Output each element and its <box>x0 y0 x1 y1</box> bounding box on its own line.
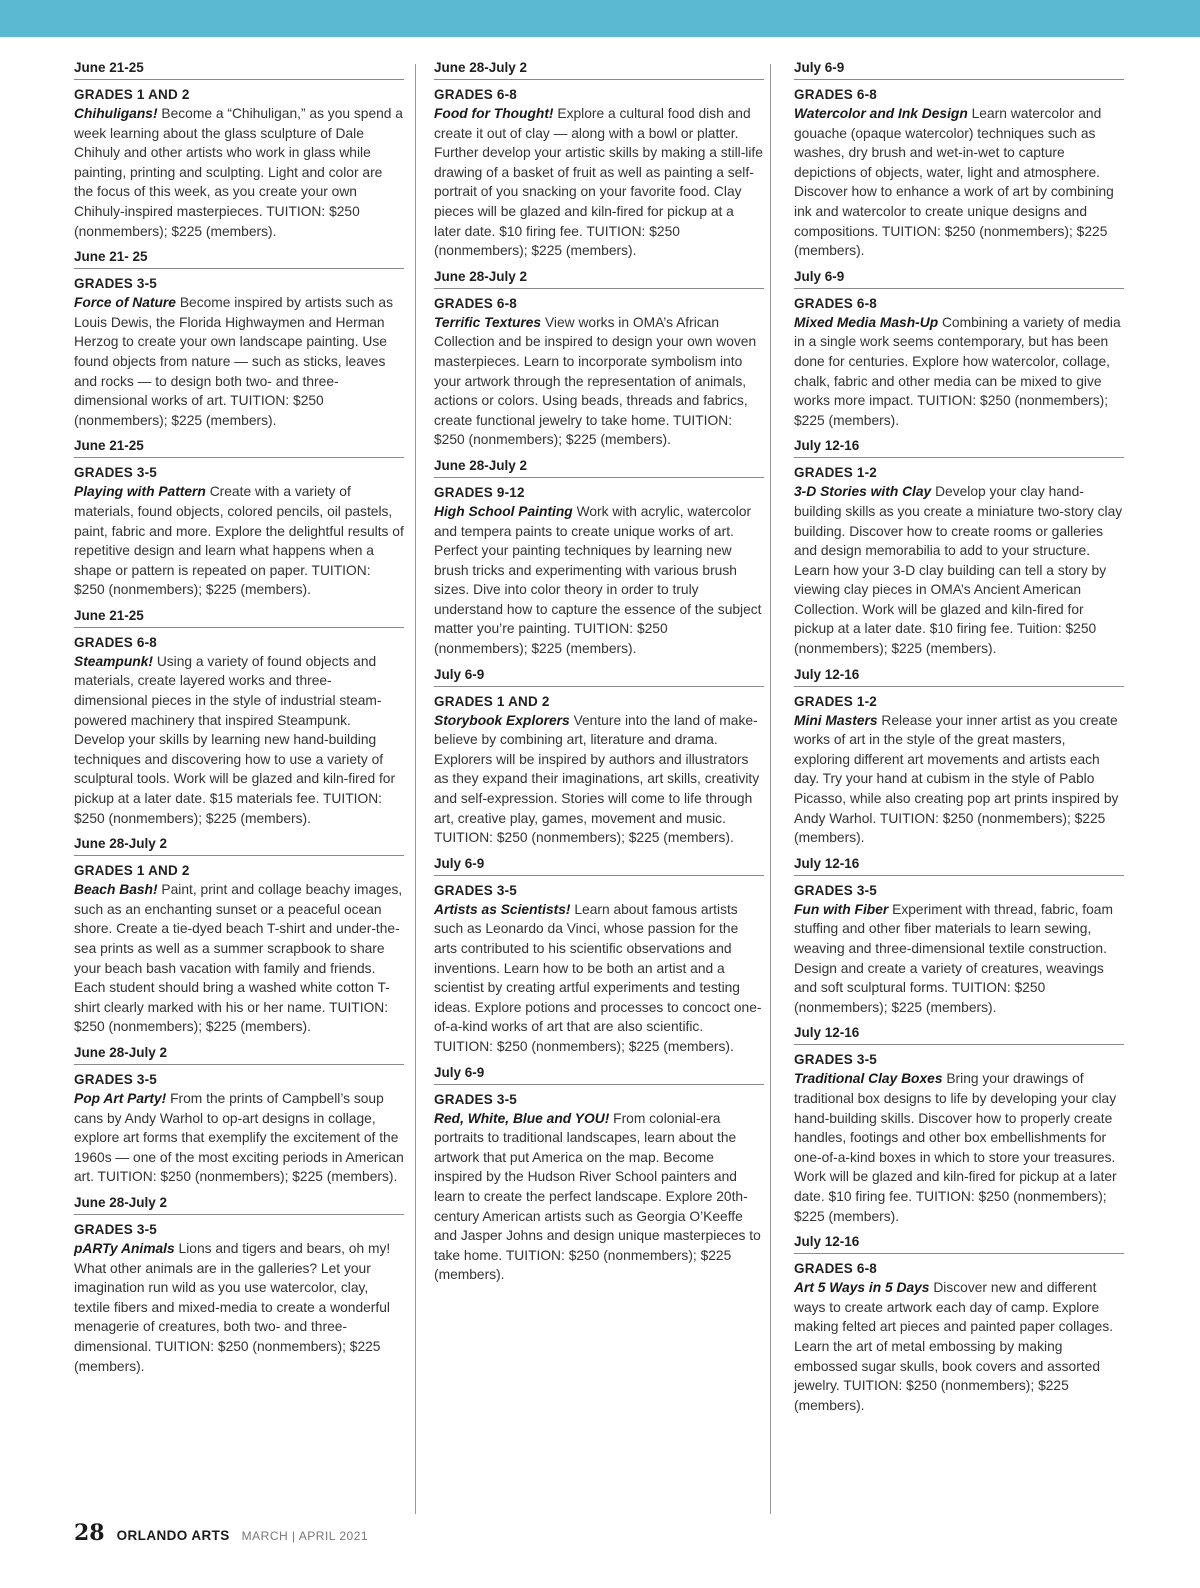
grade-level: GRADES 6-8 <box>794 1261 878 1277</box>
course-date: July 6-9 <box>434 665 764 687</box>
column-1 <box>74 58 404 1382</box>
course-entry <box>794 267 1124 431</box>
course-title: Red, White, Blue and YOU! <box>434 1110 610 1126</box>
course-date: July 6-9 <box>434 854 764 876</box>
course-description <box>434 1109 764 1285</box>
grade-level: GRADES 3-5 <box>74 465 158 481</box>
course-entry <box>74 1193 404 1376</box>
course-text: Become inspired by artists such as Louis Dewis, the Florida Highwaymen and Herman Herzog to create your own landscape painting. Use found objects from nature — such as sticks, leaves and rocks — to design both two- and three-dimensional works of art. TUITION: $250 (nonmembers); $225 (members). <box>74 295 393 428</box>
course-entry <box>434 456 764 659</box>
course-description <box>74 482 404 600</box>
course-text: Create with a variety of materials, found objects, colored pencils, oil pastels, paint, fabric and more. Explore the delightful results of repetitive design and learn what happens when a shape or pattern is repeated on paper. TUITION: $250 (nonmembers); $225 (members). <box>74 484 404 598</box>
course-date: July 12-16 <box>794 1232 1124 1254</box>
grade-level: GRADES 6-8 <box>434 295 518 311</box>
course-description <box>74 1089 404 1187</box>
course-text: Work with acrylic, watercolor and tempera paints to create unique works of art. Perfect your painting techniques by learning new brush tricks and experimenting with various brush sizes. Dive into color theory in order to truly understand how to capture the essence of the subject matter you’re painting. TUITION: $250 (nonmembers); $225 (members). <box>434 503 762 657</box>
course-date: June 21-25 <box>74 436 404 458</box>
course-text: Learn about famous artists such as Leonardo da Vinci, whose passion for the arts contributed to his scientific observations and inventions. Learn how to be both an artist and a scientist by creating artful experiments and testing ideas. Explore potions and processes to concoct one-of-a-kind works of art that are also scientific. TUITION: $250 (nonmembers); $225 (members). <box>434 901 762 1054</box>
course-text: Experiment with thread, fabric, foam stuffing and other fiber materials to learn sewing, weaving and three-dimensional textile construction. Design and create a variety of creatures, weavings and soft sculptural forms. TUITION: $250 (nonmembers); $225 (members). <box>794 901 1113 1015</box>
top-color-band <box>0 0 1200 37</box>
grade-level: GRADES 1 AND 2 <box>74 87 190 102</box>
grade-level: GRADES 9-12 <box>434 484 525 500</box>
course-title: Traditional Clay Boxes <box>794 1071 943 1087</box>
course-text: Venture into the land of make-believe by combining art, literature and drama. Explorers will be inspired by authors and illustrators as they expand their imaginations, art skills, creativity and self-expression. Stories will come to life through art, creative play, games, movement and music. TUITION: $250 (nonmembers); $225 (members). <box>434 712 760 846</box>
page-number: 28 <box>74 1520 105 1546</box>
course-text: Release your inner artist as you create works of art in the style of the great masters, exploring different art movements and artists each day. Try your hand at cubism in the style of Pablo Picasso, while also creating pop art prints inspired by Andy Warhol. TUITION: $250 (nonmembers); $225 (members). <box>794 712 1119 846</box>
course-date: July 6-9 <box>434 1063 764 1085</box>
course-title: Fun with Fiber <box>794 901 889 917</box>
course-title: Playing with Pattern <box>74 484 206 500</box>
course-description <box>794 313 1124 431</box>
course-description <box>74 880 404 1037</box>
course-text: Bring your drawings of traditional box designs to life by developing your clay hand-building skills. Discover how to properly create handles, footings and other box embellishments for one-of-a-kind boxes in which to store your treasures. Work will be glazed and kiln-fired for pickup at a later date. $10 firing fee. TUITION: $250 (nonmembers); $225 (members). <box>794 1071 1117 1224</box>
course-entry <box>794 854 1124 1018</box>
course-description <box>434 313 764 450</box>
course-description <box>74 1239 404 1376</box>
course-date: July 12-16 <box>794 854 1124 876</box>
course-date: June 28-July 2 <box>434 267 764 289</box>
magazine-name: ORLANDO ARTS <box>116 1528 230 1543</box>
course-title: Terrific Textures <box>434 314 542 330</box>
course-text: From colonial-era portraits to traditional landscapes, learn about the artwork that put America on the map. Become inspired by the Hudson River School painters and learn to create the perfect landscape. Explore 20th-century American artists such as Georgia O’Keeffe and Jasper Johns and design unique masterpieces to take home. TUITION: $250 (nonmembers); $225 (members). <box>434 1110 761 1283</box>
grade-level: GRADES 3-5 <box>434 1091 518 1107</box>
course-entry <box>794 665 1124 848</box>
grade-level: GRADES 1-2 <box>794 465 878 481</box>
grade-level: GRADES 6-8 <box>434 87 518 102</box>
course-title: Steampunk! <box>74 653 153 669</box>
course-date: June 28-July 2 <box>74 834 404 856</box>
grade-level: GRADES 3-5 <box>794 1052 878 1068</box>
course-entry <box>74 1043 404 1187</box>
course-date: June 28-July 2 <box>434 58 764 80</box>
course-title: 3-D Stories with Clay <box>794 484 932 500</box>
course-title: Watercolor and Ink Design <box>794 106 968 121</box>
course-description <box>434 104 764 261</box>
course-date: June 21-25 <box>74 58 404 80</box>
course-date: July 6-9 <box>794 58 1124 80</box>
course-date: June 21- 25 <box>74 247 404 269</box>
course-description <box>74 293 404 430</box>
course-description <box>434 900 764 1057</box>
course-title: Artists as Scientists! <box>434 901 571 917</box>
course-text: Combining a variety of media in a single work seems contemporary, but has been done for centuries. Explore how watercolor, collage, chalk, fabric and other media can be mixed to give works more impact. TUITION: $250 (nonmembers); $225 (members). <box>794 314 1121 428</box>
course-text: Explore a cultural food dish and create it out of clay — along with a bowl or platter. Further develop your artistic skills by making a still-life drawing of a basket of fruit as well as painting a self-portrait of you snacking on your favorite food. Clay pieces will be glazed and kiln-fired for pickup at a later date. $10 firing fee. TUITION: $250 (nonmembers); $225 (members). <box>434 106 763 259</box>
course-entry <box>74 58 404 241</box>
course-date: June 21-25 <box>74 606 404 628</box>
grade-level: GRADES 3-5 <box>74 1221 158 1237</box>
course-text: Discover new and different ways to create artwork each day of camp. Explore making felted art pieces and painted paper collages. Learn the art of metal embossing by making embossed sugar skulls, book covers and assorted jewelry. TUITION: $250 (nonmembers); $225 (members). <box>794 1280 1114 1413</box>
course-date: July 6-9 <box>794 267 1124 289</box>
course-text: Paint, print and collage beachy images, such as an enchanting sunset or a peaceful ocean shore. Create a tie-dyed beach T-shirt and under-the-sea prints as well as a summer scrapbook to share your beach bash vacation with family and friends. Each student should bring a washed white cotton T-shirt clearly marked with his or her name. TUITION: $250 (nonmembers); $225 (members). <box>74 882 403 1035</box>
course-entry <box>794 58 1124 261</box>
grade-level: GRADES 6-8 <box>74 634 158 650</box>
course-entry <box>434 1063 764 1285</box>
course-date: July 12-16 <box>794 1023 1124 1045</box>
course-description <box>794 1278 1124 1415</box>
course-title: Beach Bash! <box>74 882 158 898</box>
course-description <box>794 104 1124 261</box>
course-description <box>794 900 1124 1018</box>
course-text: Become a “Chihuligan,” as you spend a week learning about the glass sculpture of Dale Chihuly and other artists who work in glass while painting, printing and sculpting. Light and color are the focus of this week, as you create your own Chihuly-inspired masterpieces. TUITION: $250 (nonmembers); $225 (members). <box>74 106 403 239</box>
course-text: Using a variety of found objects and materials, create layered works and three-dimensional pieces in the style of industrial steam-powered machinery that inspired Steampunk. Develop your skills by learning new hand-building techniques and discovering how to use a variety of sculptural tools. Work will be glazed and kiln-fired for pickup at a later date. $15 materials fee. TUITION: $250 (nonmembers); $225 (members). <box>74 653 396 826</box>
course-entry <box>74 436 404 600</box>
course-description <box>74 104 404 241</box>
course-description <box>794 711 1124 848</box>
course-text: Develop your clay hand-building skills as you create a miniature two-story clay building. Discover how to create rooms or galleries and design memorabilia to add to your structure. Learn how your 3-D clay building can tell a story by viewing clay pieces in OMA’s Ancient American Collection. Work will be glazed and kiln-fired for pickup at a later date. $10 firing fee. Tuition: $250 (nonmembers); $225 (members). <box>794 484 1123 657</box>
course-title: Food for Thought! <box>434 106 554 121</box>
course-entry <box>434 665 764 848</box>
course-description <box>434 502 764 659</box>
course-entry <box>74 606 404 828</box>
course-date: July 12-16 <box>794 665 1124 687</box>
grade-level: GRADES 3-5 <box>434 882 518 898</box>
grade-level: GRADES 3-5 <box>74 276 158 292</box>
course-date: June 28-July 2 <box>74 1193 404 1215</box>
grade-level: GRADES 6-8 <box>794 295 878 311</box>
course-entry <box>434 267 764 450</box>
course-date: June 28-July 2 <box>74 1043 404 1065</box>
course-text: Lions and tigers and bears, oh my! What other animals are in the galleries? Let your imagination run wild as you use watercolor, clay, textile fibers and mixed-media to create a wonderful menagerie of creatures, both two- and three-dimensional. TUITION: $250 (nonmembers); $225 (members). <box>74 1240 391 1374</box>
course-entry <box>434 58 764 261</box>
column-2 <box>434 58 764 1291</box>
course-text: View works in OMA’s African Collection and be inspired to design your own woven masterpieces. Learn to incorporate symbolism into your artwork through the representation of animals, actions or colors. Using beads, threads and fabrics, create functional jewelry to take home. TUITION: $250 (nonmembers); $225 (members). <box>434 314 757 448</box>
course-description <box>434 711 764 848</box>
course-title: Pop Art Party! <box>74 1090 167 1106</box>
grade-level: GRADES 1-2 <box>794 693 878 709</box>
course-entry <box>74 247 404 430</box>
course-description <box>74 652 404 828</box>
course-description <box>794 1069 1124 1226</box>
course-title: Storybook Explorers <box>434 712 570 728</box>
course-date: June 28-July 2 <box>434 456 764 478</box>
page-footer <box>74 1520 368 1560</box>
course-text: From the prints of Campbell’s soup cans by Andy Warhol to op-art designs in collage, explore art forms that exemplify the excitement of the 1960s — one of the most exciting periods in American art. TUITION: $250 (nonmembers); $225 (members). <box>74 1090 404 1185</box>
grade-level: GRADES 3-5 <box>794 882 878 898</box>
course-title: Mini Masters <box>794 712 878 728</box>
course-title: Mixed Media Mash-Up <box>794 314 939 330</box>
course-text: Learn watercolor and gouache (opaque watercolor) techniques such as washes, dry brush and wet-in-wet to capture depictions of objects, water, light and atmosphere. Discover how to enhance a work of art by combining ink and watercolor to create unique designs and compositions. TUITION: $250 (nonmembers); $225 (members). <box>794 106 1114 259</box>
course-entry <box>794 436 1124 658</box>
course-listings <box>0 58 1200 1518</box>
grade-level: GRADES 6-8 <box>794 87 878 102</box>
grade-level: GRADES 1 AND 2 <box>74 863 190 879</box>
grade-level: GRADES 1 AND 2 <box>434 693 550 709</box>
course-title: Force of Nature <box>74 295 176 311</box>
course-entry <box>74 834 404 1037</box>
course-entry <box>794 1232 1124 1415</box>
course-title: Art 5 Ways in 5 Days <box>794 1280 930 1296</box>
course-description <box>794 482 1124 658</box>
course-title: High School Painting <box>434 503 573 519</box>
grade-level: GRADES 3-5 <box>74 1071 158 1087</box>
course-date: July 12-16 <box>794 436 1124 458</box>
course-entry <box>794 1023 1124 1226</box>
course-title: Chihuligans! <box>74 106 158 121</box>
column-3 <box>794 58 1124 1421</box>
course-entry <box>434 854 764 1057</box>
issue-date: MARCH | APRIL 2021 <box>241 1529 369 1543</box>
course-title: pARTy Animals <box>74 1240 175 1256</box>
